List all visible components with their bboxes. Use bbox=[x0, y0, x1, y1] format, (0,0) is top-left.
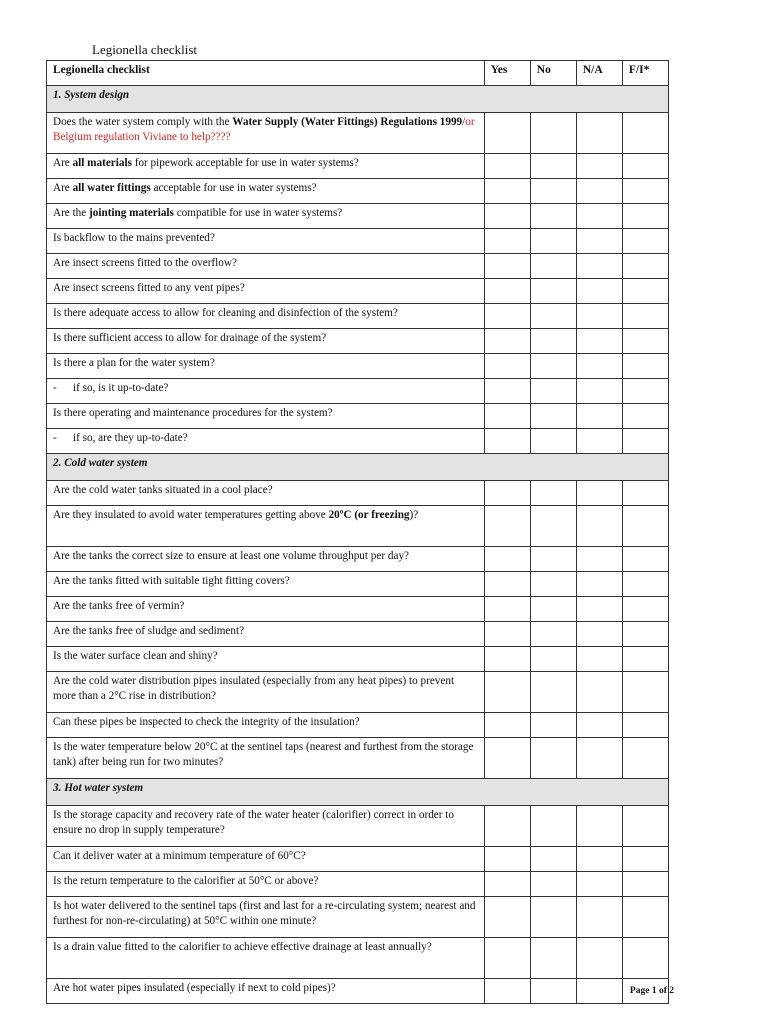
answer-cell-fi[interactable] bbox=[622, 154, 668, 179]
answer-cell-yes[interactable] bbox=[484, 279, 530, 304]
answer-cell-yes[interactable] bbox=[484, 304, 530, 329]
answer-cell-yes[interactable] bbox=[484, 429, 530, 454]
header-no: No bbox=[530, 61, 576, 86]
answer-cell-na[interactable] bbox=[576, 897, 622, 938]
section-row bbox=[47, 454, 669, 481]
answer-cell-fi[interactable] bbox=[622, 847, 668, 872]
question-text: Are they insulated to avoid water temperatures getting above bbox=[53, 509, 329, 521]
checklist-row bbox=[47, 254, 669, 279]
question-text: for pipework acceptable for use in water systems? bbox=[131, 157, 359, 169]
checklist-row bbox=[47, 938, 669, 979]
question-text: Is there a plan for the water system? bbox=[53, 357, 215, 369]
question-text: all materials bbox=[72, 157, 132, 169]
question-text: 20ºC (or freezing bbox=[328, 509, 410, 521]
header-na: N/A bbox=[576, 61, 622, 86]
question-cell bbox=[47, 547, 485, 572]
answer-cell-no[interactable] bbox=[530, 304, 576, 329]
answer-cell-yes[interactable] bbox=[484, 738, 530, 779]
checklist-row bbox=[47, 429, 669, 454]
question-cell bbox=[47, 229, 485, 254]
answer-cell-fi[interactable] bbox=[622, 113, 668, 154]
checklist-row bbox=[47, 713, 669, 738]
answer-cell-na[interactable] bbox=[576, 354, 622, 379]
answer-cell-fi[interactable] bbox=[622, 672, 668, 713]
answer-cell-yes[interactable] bbox=[484, 713, 530, 738]
question-cell bbox=[47, 204, 485, 229]
answer-cell-na[interactable] bbox=[576, 597, 622, 622]
answer-cell-fi[interactable] bbox=[622, 647, 668, 672]
page-total: 2 bbox=[669, 986, 674, 996]
question-text: all water fittings bbox=[72, 182, 151, 194]
answer-cell-no[interactable] bbox=[530, 672, 576, 713]
question-text: Are the tanks the correct size to ensure at least one volume throughput per day? bbox=[53, 550, 410, 562]
checklist-row bbox=[47, 279, 669, 304]
answer-cell-fi[interactable] bbox=[622, 254, 668, 279]
answer-cell-no[interactable] bbox=[530, 872, 576, 897]
answer-cell-fi[interactable] bbox=[622, 713, 668, 738]
question-text: or Belgium regulation Viviane to help???? bbox=[53, 116, 475, 143]
checklist-row bbox=[47, 179, 669, 204]
answer-cell-no[interactable] bbox=[530, 647, 576, 672]
answer-cell-no[interactable] bbox=[530, 897, 576, 938]
question-cell bbox=[47, 872, 485, 897]
checklist-row bbox=[47, 154, 669, 179]
question-text: Are the tanks fitted with suitable tight fitting covers? bbox=[53, 575, 290, 587]
checklist-row bbox=[47, 547, 669, 572]
section-title: 1. System design bbox=[47, 86, 669, 113]
answer-cell-na[interactable] bbox=[576, 979, 622, 1004]
question-text: Are bbox=[53, 182, 73, 194]
answer-cell-na[interactable] bbox=[576, 572, 622, 597]
checklist-row bbox=[47, 229, 669, 254]
question-text: compatible for use in water systems? bbox=[173, 207, 343, 219]
question-text: / bbox=[462, 116, 466, 128]
question-cell bbox=[47, 304, 485, 329]
answer-cell-na[interactable] bbox=[576, 113, 622, 154]
question-text: Are the tanks free of vermin? bbox=[53, 600, 185, 612]
question-cell bbox=[47, 113, 485, 154]
answer-cell-no[interactable] bbox=[530, 713, 576, 738]
answer-cell-no[interactable] bbox=[530, 329, 576, 354]
answer-cell-fi[interactable] bbox=[622, 354, 668, 379]
question-cell bbox=[47, 713, 485, 738]
answer-cell-no[interactable] bbox=[530, 204, 576, 229]
checklist-row bbox=[47, 379, 669, 404]
checklist-row bbox=[47, 806, 669, 847]
answer-cell-no[interactable] bbox=[530, 597, 576, 622]
answer-cell-yes[interactable] bbox=[484, 229, 530, 254]
page-label: Page bbox=[629, 986, 652, 996]
answer-cell-yes[interactable] bbox=[484, 179, 530, 204]
checklist-row bbox=[47, 329, 669, 354]
checklist-row bbox=[47, 622, 669, 647]
question-cell bbox=[47, 622, 485, 647]
question-cell bbox=[47, 179, 485, 204]
answer-cell-fi[interactable] bbox=[622, 872, 668, 897]
question-cell bbox=[47, 154, 485, 179]
answer-cell-no[interactable] bbox=[530, 279, 576, 304]
answer-cell-yes[interactable] bbox=[484, 897, 530, 938]
table-header-row bbox=[47, 61, 669, 86]
page-number bbox=[630, 986, 674, 996]
answer-cell-na[interactable] bbox=[576, 229, 622, 254]
question-text: Is backflow to the mains prevented? bbox=[53, 232, 215, 244]
answer-cell-yes[interactable] bbox=[484, 979, 530, 1004]
question-text: Is hot water delivered to the sentinel taps (first and last for a re-circulating system; nearest and furthest for non-re-circulating) at 50°C within one minute? bbox=[53, 900, 476, 927]
answer-cell-na[interactable] bbox=[576, 506, 622, 547]
question-text: Can these pipes be inspected to check the integrity of the insulation? bbox=[53, 716, 360, 728]
answer-cell-yes[interactable] bbox=[484, 622, 530, 647]
answer-cell-no[interactable] bbox=[530, 938, 576, 979]
answer-cell-fi[interactable] bbox=[622, 938, 668, 979]
answer-cell-no[interactable] bbox=[530, 154, 576, 179]
answer-cell-yes[interactable] bbox=[484, 481, 530, 506]
question-text: Are insect screens fitted to the overflow? bbox=[53, 257, 237, 269]
question-text: Is the water surface clean and shiny? bbox=[53, 650, 218, 662]
answer-cell-fi[interactable] bbox=[622, 738, 668, 779]
answer-cell-no[interactable] bbox=[530, 229, 576, 254]
question-text: Are the cold water tanks situated in a cool place? bbox=[53, 484, 273, 496]
checklist-row bbox=[47, 572, 669, 597]
answer-cell-fi[interactable] bbox=[622, 597, 668, 622]
answer-cell-no[interactable] bbox=[530, 738, 576, 779]
question-text: )? bbox=[409, 509, 419, 521]
answer-cell-na[interactable] bbox=[576, 872, 622, 897]
question-cell bbox=[47, 938, 485, 979]
checklist-body bbox=[47, 86, 669, 1004]
answer-cell-yes[interactable] bbox=[484, 254, 530, 279]
answer-cell-no[interactable] bbox=[530, 979, 576, 1004]
section-row bbox=[47, 86, 669, 113]
section-title: 2. Cold water system bbox=[47, 454, 669, 481]
question-cell bbox=[47, 329, 485, 354]
question-text: Is there operating and maintenance procedures for the system? bbox=[53, 407, 333, 419]
answer-cell-no[interactable] bbox=[530, 254, 576, 279]
answer-cell-no[interactable] bbox=[530, 622, 576, 647]
question-cell bbox=[47, 897, 485, 938]
checklist-row bbox=[47, 597, 669, 622]
answer-cell-no[interactable] bbox=[530, 572, 576, 597]
answer-cell-na[interactable] bbox=[576, 672, 622, 713]
answer-cell-fi[interactable] bbox=[622, 572, 668, 597]
answer-cell-fi[interactable] bbox=[622, 547, 668, 572]
question-cell bbox=[47, 979, 485, 1004]
question-cell bbox=[47, 847, 485, 872]
page-current: 1 bbox=[651, 986, 657, 996]
question-text: Is the return temperature to the calorifier at 50°C or above? bbox=[53, 875, 319, 887]
answer-cell-na[interactable] bbox=[576, 738, 622, 779]
answer-cell-yes[interactable] bbox=[484, 572, 530, 597]
question-text: Is the storage capacity and recovery rate of the water heater (calorifier) correct in order to ensure no drop in supply temperature? bbox=[53, 809, 454, 836]
question-text: Are bbox=[53, 157, 73, 169]
answer-cell-na[interactable] bbox=[576, 279, 622, 304]
answer-cell-no[interactable] bbox=[530, 429, 576, 454]
header-fi: F/I* bbox=[622, 61, 668, 86]
answer-cell-no[interactable] bbox=[530, 404, 576, 429]
question-cell bbox=[47, 354, 485, 379]
question-text: Is there adequate access to allow for cleaning and disinfection of the system? bbox=[53, 307, 398, 319]
question-text: Can it deliver water at a minimum temperature of 60°C? bbox=[53, 850, 306, 862]
question-text: Are the cold water distribution pipes insulated (especially from any heat pipes) to prevent more than a 2°C rise in distribution? bbox=[53, 675, 455, 702]
question-text: Is there sufficient access to allow for drainage of the system? bbox=[53, 332, 327, 344]
question-text: Are hot water pipes insulated (especially if next to cold pipes)? bbox=[53, 982, 336, 994]
answer-cell-na[interactable] bbox=[576, 938, 622, 979]
checklist-row bbox=[47, 506, 669, 547]
answer-cell-na[interactable] bbox=[576, 304, 622, 329]
answer-cell-fi[interactable] bbox=[622, 229, 668, 254]
answer-cell-no[interactable] bbox=[530, 806, 576, 847]
question-text: Are the tanks free of sludge and sediment? bbox=[53, 625, 245, 637]
answer-cell-na[interactable] bbox=[576, 647, 622, 672]
answer-cell-fi[interactable] bbox=[622, 279, 668, 304]
checklist-row bbox=[47, 404, 669, 429]
header-yes: Yes bbox=[484, 61, 530, 86]
answer-cell-yes[interactable] bbox=[484, 547, 530, 572]
answer-cell-yes[interactable] bbox=[484, 204, 530, 229]
answer-cell-no[interactable] bbox=[530, 547, 576, 572]
answer-cell-na[interactable] bbox=[576, 713, 622, 738]
answer-cell-fi[interactable] bbox=[622, 379, 668, 404]
question-cell bbox=[47, 647, 485, 672]
answer-cell-yes[interactable] bbox=[484, 113, 530, 154]
answer-cell-fi[interactable] bbox=[622, 622, 668, 647]
answer-cell-yes[interactable] bbox=[484, 647, 530, 672]
answer-cell-na[interactable] bbox=[576, 404, 622, 429]
answer-cell-na[interactable] bbox=[576, 429, 622, 454]
question-text: Is the water temperature below 20°C at the sentinel taps (nearest and furthest from the storage tank) after being run for two minutes? bbox=[53, 741, 474, 768]
answer-cell-fi[interactable] bbox=[622, 329, 668, 354]
question-cell bbox=[47, 572, 485, 597]
checklist-row bbox=[47, 897, 669, 938]
answer-cell-fi[interactable] bbox=[622, 897, 668, 938]
answer-cell-fi[interactable] bbox=[622, 481, 668, 506]
checklist-row bbox=[47, 847, 669, 872]
question-text: Water Supply (Water Fittings) Regulations 1999 bbox=[232, 116, 463, 128]
answer-cell-yes[interactable] bbox=[484, 354, 530, 379]
question-cell bbox=[47, 597, 485, 622]
checklist-row bbox=[47, 304, 669, 329]
answer-cell-yes[interactable] bbox=[484, 847, 530, 872]
question-cell bbox=[47, 806, 485, 847]
answer-cell-no[interactable] bbox=[530, 354, 576, 379]
answer-cell-na[interactable] bbox=[576, 622, 622, 647]
checklist-table bbox=[46, 60, 669, 1004]
answer-cell-na[interactable] bbox=[576, 806, 622, 847]
answer-cell-na[interactable] bbox=[576, 847, 622, 872]
answer-cell-fi[interactable] bbox=[622, 204, 668, 229]
answer-cell-no[interactable] bbox=[530, 481, 576, 506]
question-text: Is a drain value fitted to the calorifier to achieve effective drainage at least annually? bbox=[53, 941, 432, 953]
answer-cell-yes[interactable] bbox=[484, 938, 530, 979]
answer-cell-na[interactable] bbox=[576, 254, 622, 279]
question-text: Are the bbox=[53, 207, 90, 219]
question-text: acceptable for use in water systems? bbox=[150, 182, 317, 194]
answer-cell-yes[interactable] bbox=[484, 154, 530, 179]
answer-cell-yes[interactable] bbox=[484, 506, 530, 547]
answer-cell-yes[interactable] bbox=[484, 806, 530, 847]
answer-cell-fi[interactable] bbox=[622, 404, 668, 429]
answer-cell-fi[interactable] bbox=[622, 429, 668, 454]
question-cell bbox=[47, 506, 485, 547]
answer-cell-no[interactable] bbox=[530, 847, 576, 872]
question-cell bbox=[47, 429, 485, 454]
answer-cell-fi[interactable] bbox=[622, 506, 668, 547]
question-text: if so, are they up-to-date? bbox=[73, 432, 188, 444]
question-text: Does the water system comply with the bbox=[53, 116, 233, 128]
answer-cell-no[interactable] bbox=[530, 113, 576, 154]
answer-cell-fi[interactable] bbox=[622, 304, 668, 329]
question-text: jointing materials bbox=[89, 207, 174, 219]
checklist-row bbox=[47, 647, 669, 672]
sub-item-dash: - bbox=[53, 382, 57, 394]
answer-cell-yes[interactable] bbox=[484, 379, 530, 404]
checklist-row bbox=[47, 354, 669, 379]
header-question: Legionella checklist bbox=[47, 61, 485, 86]
answer-cell-yes[interactable] bbox=[484, 329, 530, 354]
question-cell bbox=[47, 404, 485, 429]
checklist-row bbox=[47, 979, 669, 1004]
question-cell bbox=[47, 738, 485, 779]
answer-cell-yes[interactable] bbox=[484, 872, 530, 897]
checklist-row bbox=[47, 113, 669, 154]
answer-cell-na[interactable] bbox=[576, 154, 622, 179]
question-cell bbox=[47, 279, 485, 304]
document-title: Legionella checklist bbox=[92, 42, 198, 57]
sub-item-dash: - bbox=[53, 432, 57, 444]
answer-cell-fi[interactable] bbox=[622, 806, 668, 847]
answer-cell-na[interactable] bbox=[576, 481, 622, 506]
answer-cell-no[interactable] bbox=[530, 506, 576, 547]
question-cell bbox=[47, 379, 485, 404]
checklist-row bbox=[47, 738, 669, 779]
checklist-row bbox=[47, 204, 669, 229]
section-title: 3. Hot water system bbox=[47, 779, 669, 806]
answer-cell-na[interactable] bbox=[576, 379, 622, 404]
answer-cell-yes[interactable] bbox=[484, 404, 530, 429]
answer-cell-na[interactable] bbox=[576, 329, 622, 354]
answer-cell-na[interactable] bbox=[576, 547, 622, 572]
answer-cell-na[interactable] bbox=[576, 179, 622, 204]
checklist-row bbox=[47, 481, 669, 506]
answer-cell-yes[interactable] bbox=[484, 672, 530, 713]
answer-cell-no[interactable] bbox=[530, 179, 576, 204]
checklist-row bbox=[47, 672, 669, 713]
checklist-row bbox=[47, 872, 669, 897]
question-text: if so, is it up-to-date? bbox=[73, 382, 169, 394]
answer-cell-yes[interactable] bbox=[484, 597, 530, 622]
section-row bbox=[47, 779, 669, 806]
question-text: Are insect screens fitted to any vent pipes? bbox=[53, 282, 245, 294]
answer-cell-no[interactable] bbox=[530, 379, 576, 404]
page-of-label: of bbox=[656, 986, 670, 996]
answer-cell-na[interactable] bbox=[576, 204, 622, 229]
question-cell bbox=[47, 481, 485, 506]
question-cell bbox=[47, 254, 485, 279]
question-cell bbox=[47, 672, 485, 713]
answer-cell-fi[interactable] bbox=[622, 179, 668, 204]
